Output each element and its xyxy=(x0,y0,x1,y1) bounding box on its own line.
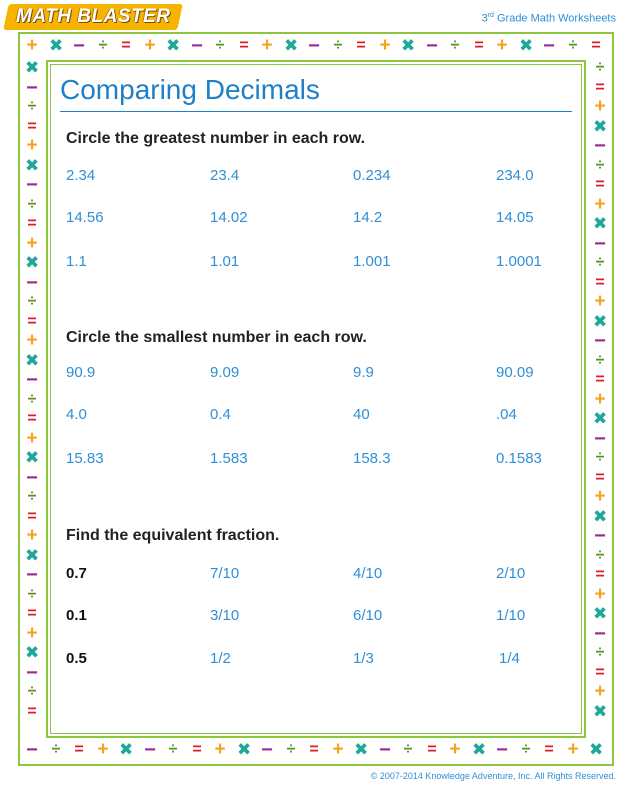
times-icon: ✖ xyxy=(354,740,369,759)
minus-icon: − xyxy=(594,233,606,255)
times-icon: ✖ xyxy=(25,58,40,77)
divide-icon: ÷ xyxy=(595,59,605,76)
minus-icon: − xyxy=(594,525,606,547)
times-icon: ✖ xyxy=(593,117,608,136)
times-icon: ✖ xyxy=(593,604,608,623)
minus-icon: − xyxy=(191,35,203,57)
page-border-inner-line xyxy=(50,64,582,734)
s2-r1-c3: 9.9 xyxy=(353,364,374,381)
s1-r3-c4: 1.0001 xyxy=(496,253,542,270)
plus-icon: + xyxy=(332,739,344,760)
times-icon: ✖ xyxy=(472,740,487,759)
minus-icon: − xyxy=(26,467,38,489)
times-icon: ✖ xyxy=(119,740,134,759)
minus-icon: − xyxy=(73,35,85,57)
plus-icon: + xyxy=(449,739,461,760)
times-icon: ✖ xyxy=(519,36,534,55)
plus-icon: + xyxy=(26,428,38,449)
s3-r1-c4: 2/10 xyxy=(496,565,526,582)
s3-r2-c3: 6/10 xyxy=(353,607,383,624)
divide-icon: ÷ xyxy=(168,741,178,758)
s2-r1-c2: 9.09 xyxy=(210,364,240,381)
s1-r3-c1: 1.1 xyxy=(66,253,87,270)
times-icon: ✖ xyxy=(166,36,181,55)
plus-icon: + xyxy=(26,233,38,254)
s3-r1-decimal: 0.7 xyxy=(66,565,87,582)
divide-icon: ÷ xyxy=(27,488,37,505)
equals-icon: = xyxy=(27,605,37,622)
minus-icon: − xyxy=(594,623,606,645)
s1-r1-c3: 0.234 xyxy=(353,167,391,184)
minus-icon: − xyxy=(379,739,391,761)
equals-icon: = xyxy=(595,469,605,486)
divide-icon: ÷ xyxy=(595,352,605,369)
times-icon: ✖ xyxy=(593,312,608,331)
equals-icon: = xyxy=(121,37,131,54)
equals-icon: = xyxy=(27,703,37,720)
s2-r2-c2: 0.4 xyxy=(210,406,231,423)
s2-r2-c3: 40 xyxy=(353,406,370,423)
divide-icon: ÷ xyxy=(595,547,605,564)
times-icon: ✖ xyxy=(401,36,416,55)
section-1-instruction: Circle the greatest number in each row. xyxy=(66,130,366,147)
plus-icon: + xyxy=(594,584,606,605)
times-icon: ✖ xyxy=(593,507,608,526)
divide-icon: ÷ xyxy=(27,391,37,408)
plus-icon: + xyxy=(97,739,109,760)
plus-icon: + xyxy=(26,525,38,546)
minus-icon: − xyxy=(26,662,38,684)
s1-r2-c2: 14.02 xyxy=(210,209,248,226)
times-icon: ✖ xyxy=(593,409,608,428)
equals-icon: = xyxy=(591,37,601,54)
worksheet-category-label xyxy=(482,12,616,25)
minus-icon: − xyxy=(26,369,38,391)
equals-icon: = xyxy=(544,741,554,758)
plus-icon: + xyxy=(214,739,226,760)
grade-number: 3 xyxy=(481,12,488,25)
times-icon: ✖ xyxy=(284,36,299,55)
s2-r3-c2: 1.583 xyxy=(210,450,248,467)
minus-icon: − xyxy=(426,35,438,57)
s2-r3-c3: 158.3 xyxy=(353,450,391,467)
equals-icon: = xyxy=(474,37,484,54)
s1-r2-c1: 14.56 xyxy=(66,209,104,226)
s2-r1-c1: 90.9 xyxy=(66,364,96,381)
times-icon: ✖ xyxy=(593,214,608,233)
equals-icon: = xyxy=(27,508,37,525)
s2-r2-c1: 4.0 xyxy=(66,406,87,423)
s1-r2-c4: 14.05 xyxy=(496,209,534,226)
equals-icon: = xyxy=(595,371,605,388)
plus-icon: + xyxy=(594,96,606,117)
plus-icon: + xyxy=(261,35,273,56)
divide-icon: ÷ xyxy=(27,293,37,310)
s1-r1-c2: 23.4 xyxy=(210,167,240,184)
minus-icon: − xyxy=(144,739,156,761)
equals-icon: = xyxy=(27,410,37,427)
minus-icon: − xyxy=(594,330,606,352)
divide-icon: ÷ xyxy=(595,644,605,661)
plus-icon: + xyxy=(379,35,391,56)
minus-icon: − xyxy=(26,739,38,761)
s2-r3-c4: 0.1583 xyxy=(496,450,542,467)
grade-rest: Grade Math Worksheets xyxy=(493,12,616,25)
minus-icon: − xyxy=(26,564,38,586)
divide-icon: ÷ xyxy=(286,741,296,758)
equals-icon: = xyxy=(27,215,37,232)
math-blaster-logo xyxy=(3,4,183,30)
times-icon: ✖ xyxy=(25,448,40,467)
equals-icon: = xyxy=(239,37,249,54)
s1-r1-c1: 2.34 xyxy=(66,167,96,184)
minus-icon: − xyxy=(496,739,508,761)
divide-icon: ÷ xyxy=(215,37,225,54)
minus-icon: − xyxy=(261,739,273,761)
divide-icon: ÷ xyxy=(27,98,37,115)
equals-icon: = xyxy=(356,37,366,54)
copyright-footer: © 2007-2014 Knowledge Adventure, Inc. All Rights Reserved. xyxy=(370,771,616,781)
s3-r2-decimal: 0.1 xyxy=(66,607,87,624)
equals-icon: = xyxy=(595,176,605,193)
equals-icon: = xyxy=(27,118,37,135)
divide-icon: ÷ xyxy=(568,37,578,54)
minus-icon: − xyxy=(26,174,38,196)
s1-r2-c3: 14.2 xyxy=(353,209,383,226)
plus-icon: + xyxy=(594,389,606,410)
s2-r1-c4: 90.09 xyxy=(496,364,534,381)
minus-icon: − xyxy=(594,135,606,157)
divide-icon: ÷ xyxy=(27,196,37,213)
plus-icon: + xyxy=(567,739,579,760)
plus-icon: + xyxy=(496,35,508,56)
s3-r1-c3: 4/10 xyxy=(353,565,383,582)
divide-icon: ÷ xyxy=(333,37,343,54)
equals-icon: = xyxy=(74,741,84,758)
plus-icon: + xyxy=(26,35,38,56)
divide-icon: ÷ xyxy=(98,37,108,54)
plus-icon: + xyxy=(26,135,38,156)
s1-r3-c2: 1.01 xyxy=(210,253,240,270)
plus-icon: + xyxy=(144,35,156,56)
times-icon: ✖ xyxy=(237,740,252,759)
s3-r3-c4: 1/4 xyxy=(499,650,520,667)
plus-icon: + xyxy=(26,623,38,644)
times-icon: ✖ xyxy=(25,351,40,370)
divide-icon: ÷ xyxy=(595,254,605,271)
divide-icon: ÷ xyxy=(595,157,605,174)
s3-r3-c3: 1/3 xyxy=(353,650,374,667)
divide-icon: ÷ xyxy=(51,741,61,758)
page-title: Comparing Decimals xyxy=(60,74,320,105)
divide-icon: ÷ xyxy=(595,449,605,466)
times-icon: ✖ xyxy=(49,36,64,55)
times-icon: ✖ xyxy=(25,643,40,662)
equals-icon: = xyxy=(427,741,437,758)
minus-icon: − xyxy=(26,272,38,294)
s1-r3-c3: 1.001 xyxy=(353,253,391,270)
plus-icon: + xyxy=(594,681,606,702)
s3-r2-c2: 3/10 xyxy=(210,607,240,624)
times-icon: ✖ xyxy=(589,740,604,759)
s2-r3-c1: 15.83 xyxy=(66,450,104,467)
section-3-instruction: Find the equivalent fraction. xyxy=(66,527,280,544)
equals-icon: = xyxy=(595,274,605,291)
grade-suffix: rd xyxy=(487,12,494,19)
s3-r3-c2: 1/2 xyxy=(210,650,231,667)
minus-icon: − xyxy=(594,428,606,450)
equals-icon: = xyxy=(309,741,319,758)
equals-icon: = xyxy=(192,741,202,758)
divide-icon: ÷ xyxy=(450,37,460,54)
times-icon: ✖ xyxy=(25,546,40,565)
s3-r1-c2: 7/10 xyxy=(210,565,240,582)
minus-icon: − xyxy=(543,35,555,57)
equals-icon: = xyxy=(27,313,37,330)
plus-icon: + xyxy=(594,291,606,312)
times-icon: ✖ xyxy=(25,156,40,175)
logo-text: MATH BLASTER xyxy=(16,6,171,27)
s3-r3-decimal: 0.5 xyxy=(66,650,87,667)
s1-r1-c4: 234.0 xyxy=(496,167,534,184)
divide-icon: ÷ xyxy=(27,586,37,603)
equals-icon: = xyxy=(595,664,605,681)
plus-icon: + xyxy=(26,330,38,351)
title-underline xyxy=(60,111,572,112)
times-icon: ✖ xyxy=(593,702,608,721)
equals-icon: = xyxy=(595,79,605,96)
section-2-instruction: Circle the smallest number in each row. xyxy=(66,329,367,346)
minus-icon: − xyxy=(308,35,320,57)
plus-icon: + xyxy=(594,194,606,215)
divide-icon: ÷ xyxy=(27,683,37,700)
divide-icon: ÷ xyxy=(403,741,413,758)
plus-icon: + xyxy=(594,486,606,507)
minus-icon: − xyxy=(26,77,38,99)
divide-icon: ÷ xyxy=(521,741,531,758)
times-icon: ✖ xyxy=(25,253,40,272)
equals-icon: = xyxy=(595,566,605,583)
s3-r2-c4: 1/10 xyxy=(496,607,526,624)
s2-r2-c4: .04 xyxy=(496,406,517,423)
